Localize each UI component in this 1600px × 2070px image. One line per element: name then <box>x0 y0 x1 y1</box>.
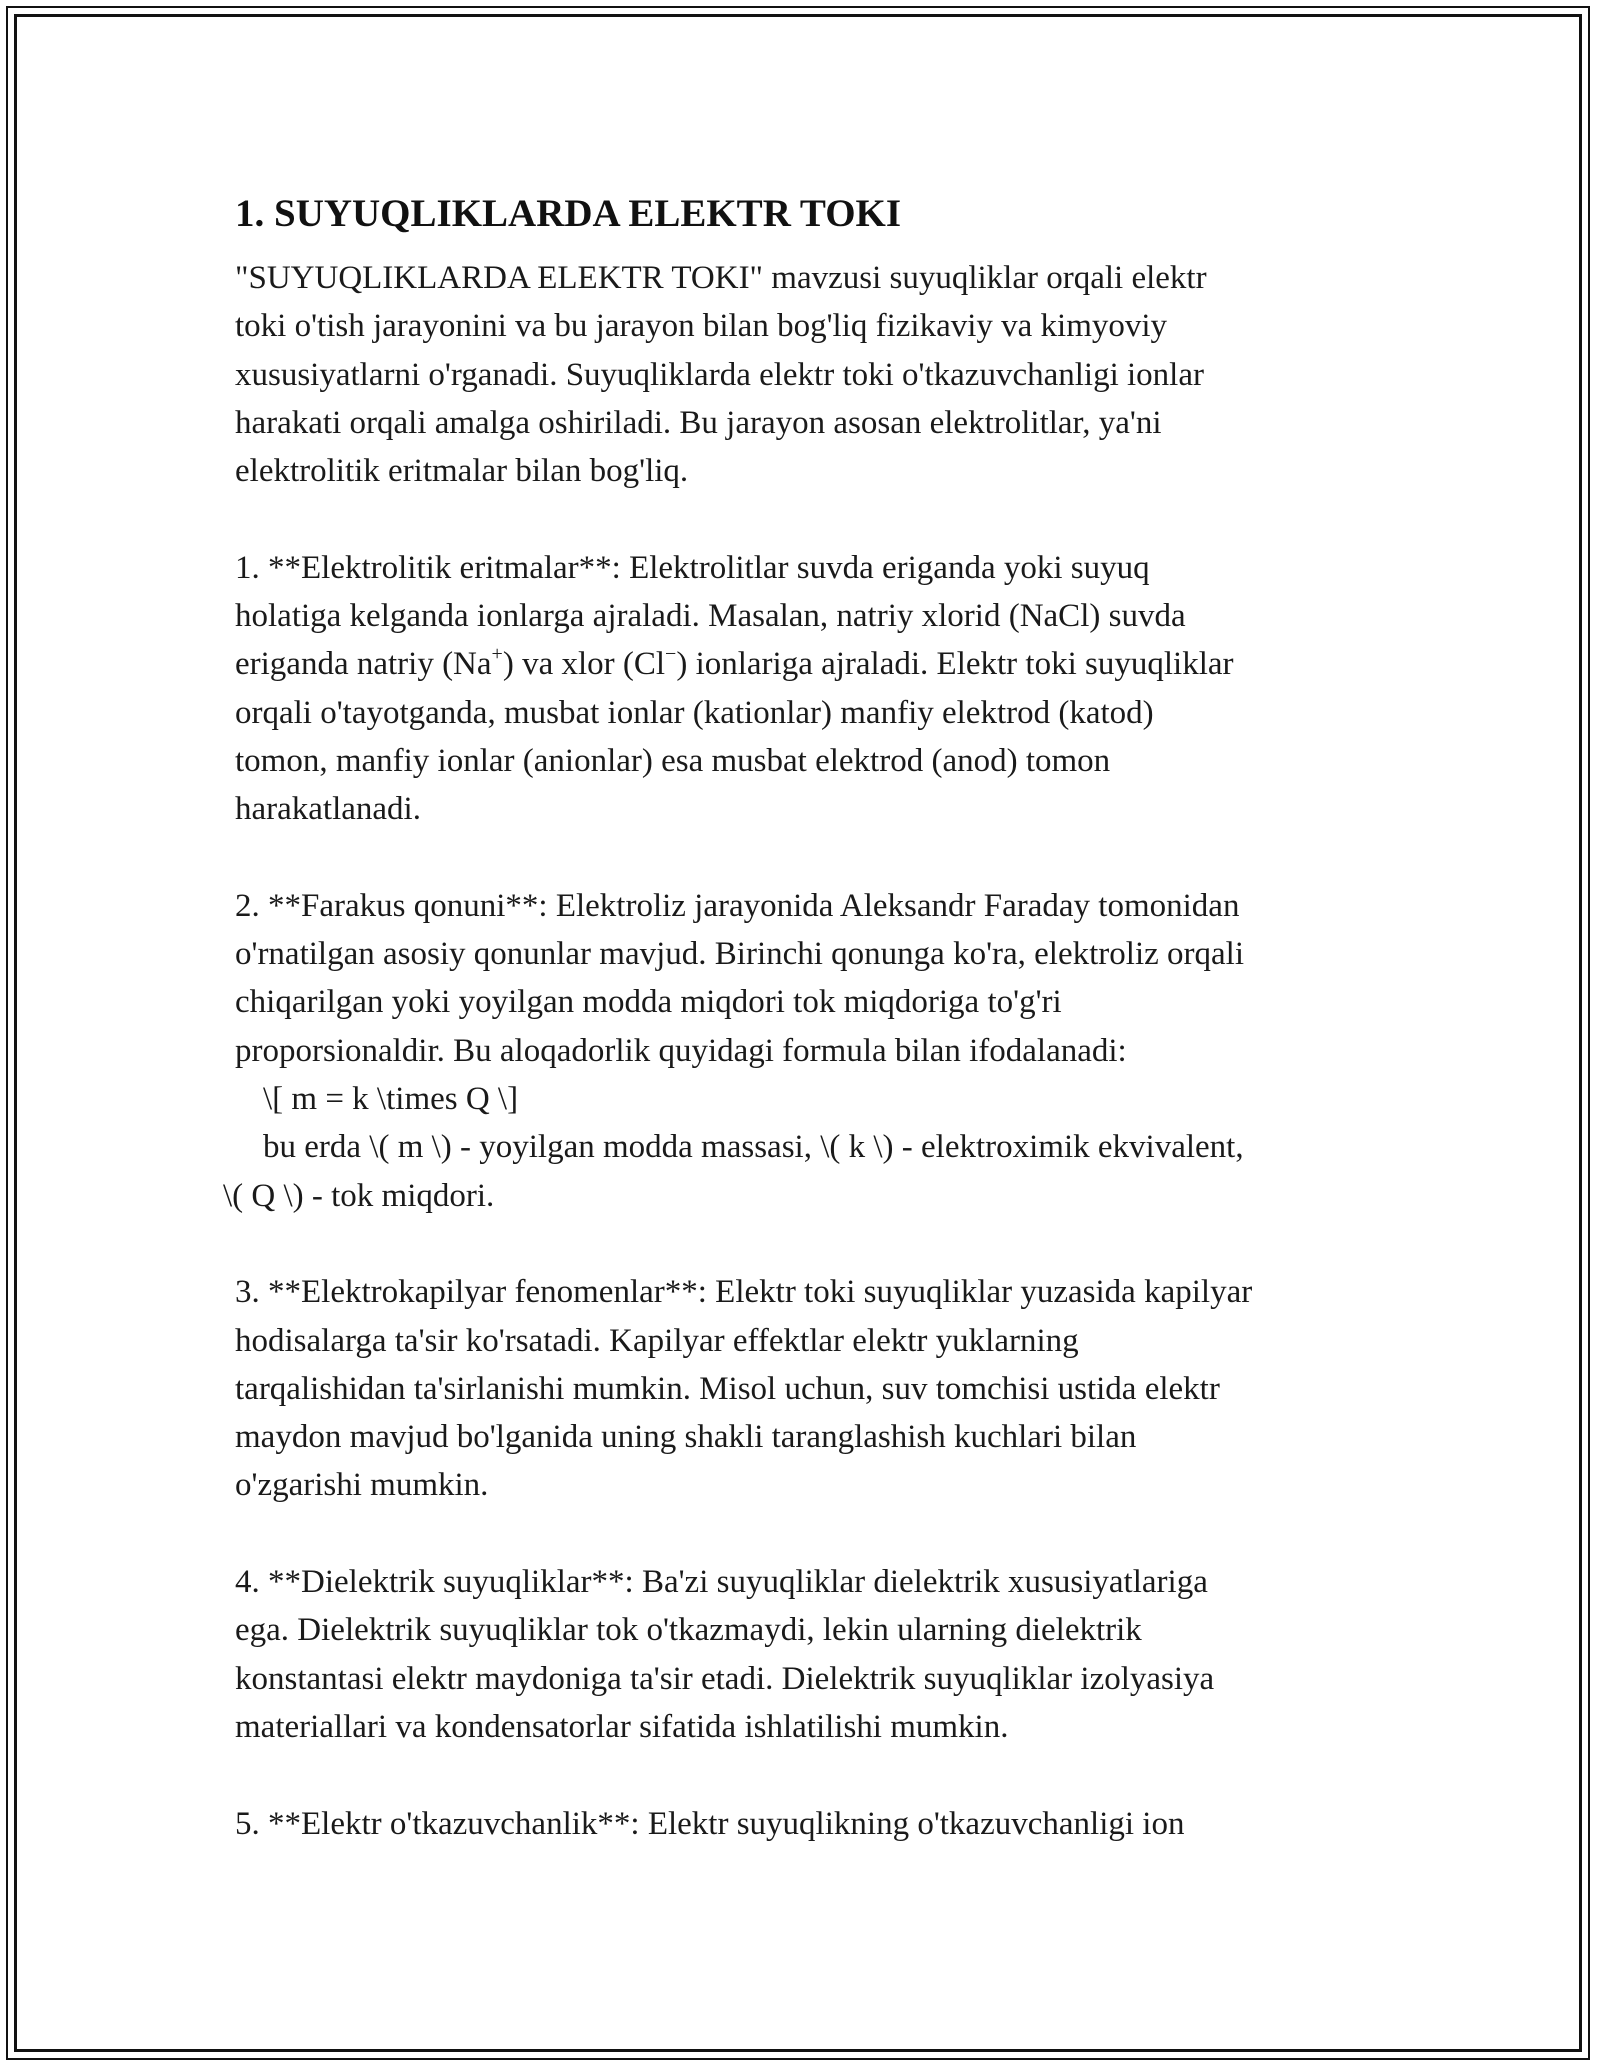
text-line: o'zgarishi mumkin. <box>235 1467 489 1504</box>
text-line: toki o'tish jarayonini va bu jarayon bilan bog'liq fizikaviy va kimyoviy <box>235 308 1168 345</box>
superscript-plus: + <box>491 643 503 666</box>
document-title: 1. SUYUQLIKLARDA ELEKTR TOKI <box>235 192 902 235</box>
text-line: 4. **Dielektrik suyuqliklar**: Ba'zi suyuqliklar dielektrik xususiyatlariga <box>235 1564 1208 1601</box>
formula-explanation: \( Q \) - tok miqdori. <box>223 1177 495 1214</box>
text-line: o'rnatilgan asosiy qonunlar mavjud. Birinchi qonunga ko'ra, elektroliz orqali <box>235 936 1244 973</box>
text-line: xususiyatlarni o'rganadi. Suyuqliklarda elektr toki o'tkazuvchanligi ionlar <box>235 356 1204 393</box>
text-line: maydon mavjud bo'lganida uning shakli taranglashish kuchlari bilan <box>235 1419 1137 1456</box>
section-electrolytic-solutions <box>235 544 1375 834</box>
text-line: holatiga kelganda ionlarga ajraladi. Masalan, natriy xlorid (NaCl) suvda <box>235 598 1186 635</box>
text-line: 2. **Farakus qonuni**: Elektroliz jarayonida Aleksandr Faraday tomonidan <box>235 887 1240 924</box>
ion-text-part: ) ionlariga ajraladi. Elektr toki suyuqliklar <box>676 646 1234 683</box>
ion-text-part: eriganda natriy (Na <box>235 646 492 683</box>
section-dielectric-liquids <box>235 1558 1375 1751</box>
ion-text-line <box>235 640 1375 688</box>
formula-explanation: bu erda \( m \) - yoyilgan modda massasi, \( k \) - elektroximik ekvivalent, <box>263 1129 1244 1166</box>
ion-text-part: ) va xlor (Cl <box>502 646 666 683</box>
text-line: proporsionaldir. Bu aloqadorlik quyidagi formula bilan ifodalanadi: <box>235 1032 1127 1069</box>
text-line: tarqalishidan ta'sirlanishi mumkin. Misol uchun, suv tomchisi ustida elektr <box>235 1370 1220 1407</box>
text-line: 1. **Elektrolitik eritmalar**: Elektrolitlar suvda eriganda yoki suyuq <box>235 549 1150 586</box>
text-line: tomon, manfiy ionlar (anionlar) esa musbat elektrod (anod) tomon <box>235 742 1111 779</box>
text-line: ega. Dielektrik suyuqliklar tok o'tkazmaydi, lekin ularning dielektrik <box>235 1612 1142 1649</box>
section-faraday-law <box>223 882 1375 1220</box>
intro-paragraph <box>235 254 1375 495</box>
superscript-minus: − <box>665 643 677 666</box>
formula-line: \[ m = k \times Q \] <box>263 1081 519 1118</box>
text-line: hodisalarga ta'sir ko'rsatadi. Kapilyar effektlar elektr yuklarning <box>235 1322 1079 1359</box>
text-line: 5. **Elektr o'tkazuvchanlik**: Elektr suyuqlikning o'tkazuvchanligi ion <box>235 1805 1185 1842</box>
section-conductivity <box>235 1800 1375 1848</box>
text-line: harakati orqali amalga oshiriladi. Bu jarayon asosan elektrolitlar, ya'ni <box>235 404 1162 441</box>
text-line: elektrolitik eritmalar bilan bog'liq. <box>235 453 689 490</box>
section-electrocapillary <box>235 1268 1375 1509</box>
text-line: konstantasi elektr maydoniga ta'sir etadi. Dielektrik suyuqliklar izolyasiya <box>235 1660 1215 1697</box>
text-line: materiallari va kondensatorlar sifatida ishlatilishi mumkin. <box>235 1708 1009 1745</box>
text-line: "SUYUQLIKLARDA ELEKTR TOKI" mavzusi suyuqliklar orqali elektr <box>235 260 1207 296</box>
text-line: harakatlanadi. <box>235 791 421 828</box>
text-line: orqali o'tayotganda, musbat ionlar (kationlar) manfiy elektrod (katod) <box>235 694 1154 731</box>
text-line: chiqarilgan yoki yoyilgan modda miqdori tok miqdoriga to'g'ri <box>235 984 1062 1021</box>
document-body <box>223 186 1375 1896</box>
text-line: 3. **Elektrokapilyar fenomenlar**: Elektr toki suyuqliklar yuzasida kapilyar <box>235 1274 1253 1311</box>
